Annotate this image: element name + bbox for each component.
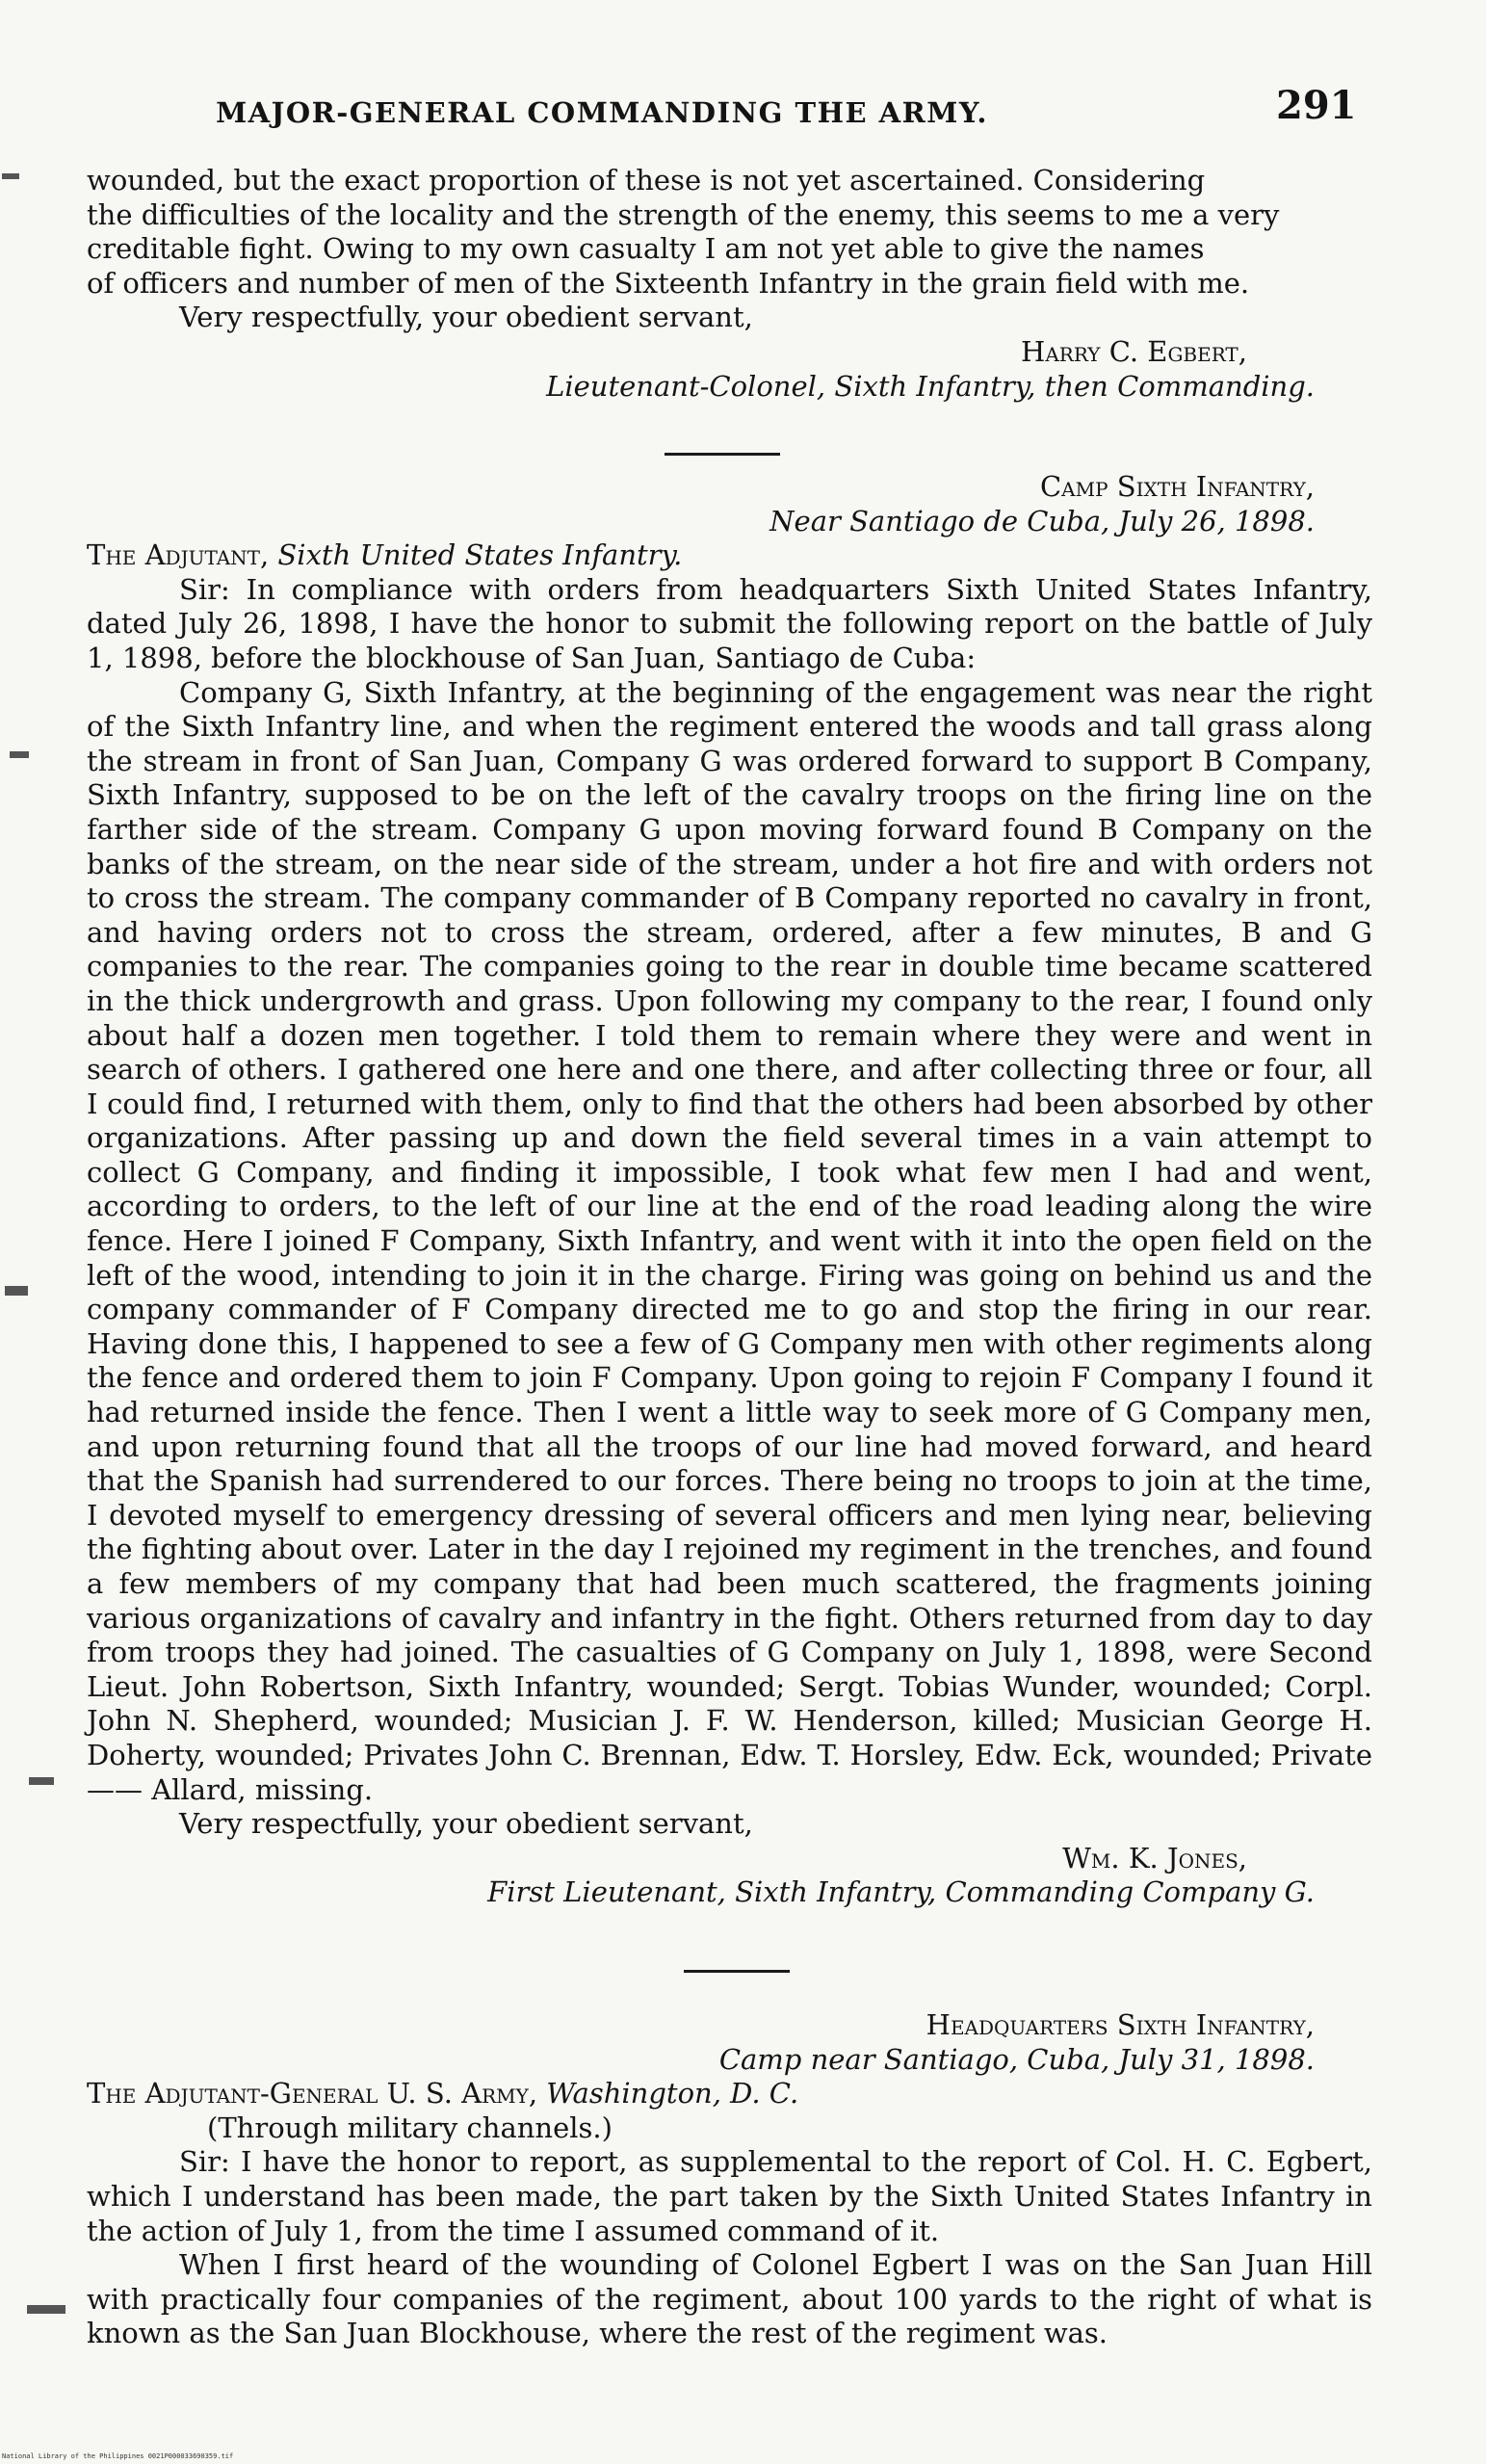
closing: Very respectfully, your obedient servant, — [179, 1807, 753, 1841]
paragraph: When I first heard of the wounding of Colonel Egbert I was on the San Juan Hill with practically four companies of the regiment, about 100 yards to the right of what is known as the San Juan Blockhouse, where the rest of the regiment was. — [87, 2248, 1372, 2350]
section-egbert-report-end — [87, 164, 1372, 404]
text-line: the difficulties of the locality and the strength of the enemy, this seems to me a very — [87, 197, 1280, 231]
report-heading-date: Near Santiago de Cuba, July 26, 1898. — [769, 504, 1315, 537]
section-jones-report — [87, 470, 1372, 1910]
addressee-place: Washington, D. C. — [546, 2077, 799, 2110]
scan-margin-mark — [27, 2305, 65, 2314]
addressee — [87, 538, 1372, 573]
section-divider — [684, 1970, 790, 1973]
section-headquarters-report — [87, 2008, 1372, 2351]
addressee-unit: Sixth United States Infantry. — [277, 538, 683, 572]
channels-note: (Through military channels.) — [207, 2110, 613, 2144]
addressee-name: The Adjutant-General U. S. Army, — [87, 2077, 538, 2110]
paragraph: Sir: In compliance with orders from headquarters Sixth United States Infantry, dated July 26, 1898, I have the honor to submit the following report on the battle of July 1, 1898, before the blockhouse of San Juan, Santiago de Cuba: — [87, 572, 1372, 674]
running-header: MAJOR-GENERAL COMMANDING THE ARMY. — [216, 96, 988, 129]
scan-margin-mark — [10, 751, 29, 758]
signer-name: Wm. K. Jones, — [1062, 1841, 1247, 1874]
report-heading-date: Camp near Santiago, Cuba, July 31, 1898. — [718, 2042, 1315, 2076]
scan-margin-mark — [2, 173, 19, 179]
signer-title: Lieutenant-Colonel, Sixth Infantry, then Commanding. — [546, 369, 1315, 403]
scan-footer: National Library of the Philippines 0021P000033690359.tif — [2, 2452, 234, 2460]
section-divider — [665, 453, 780, 456]
scan-margin-mark — [29, 1777, 54, 1785]
report-heading-place: Camp Sixth Infantry, — [1039, 470, 1315, 503]
paragraph: Company G, Sixth Infantry, at the beginning of the engagement was near the right of the Sixth Infantry line, and when the regiment entered the woods and tall grass along the stream in front of San Juan, Company G was ordered forward to support B Company, Sixth Infantry, supposed to be on the left of the cavalry troops on the firing line on the farther side of the stream. Company G upon moving forward found B Company on the banks of the stream, on the near side of the stream, under a hot fire and with orders not to cross the stream. The company commander of B Company reported no cavalry in front, and having orders not to cross the stream, ordered, after a few minutes, B and G companies to the rear. The companies going to the rear in double time became scattered in the thick undergrowth and grass. Upon following my company to the rear, I found only about half a dozen men together. I told them to remain where they were and went in search of others. I gathered one here and one there, and after collecting three or four, all I could find, I returned with them, only to find that the others had been absorbed by other organizations. After passing up and down the field several times in a vain attempt to collect G Company, and finding it impossible, I took what few men I had and went, according to orders, to the left of our line at the end of the road leading along the wire fence. Here I joined F Company, Sixth Infantry, and went with it into the open field on the left of the wood, intending to join it in the charge. Firing was going on behind us and the company commander of F Company directed me to go and stop the firing in our rear. Having done this, I happened to see a few of G Company men with other regiments along the fence and ordered them to join F Company. Upon going to rejoin F Company I found it had returned inside the fence. Then I went a little way to seek more of G Company men, and upon returning found that all the troops of our line had moved forward, and heard that the Spanish had surrendered to our forces. There being no troops to join at the time, I devoted myself to emergency dressing of several officers and men lying near, believing the fighting about over. Later in the day I rejoined my regiment in the trenches, and found a few members of my company that had been much scattered, the fragments joining various organizations of cavalry and infantry in the fight. Others returned from day to day from troops they had joined. The casualties of G Company on July 1, 1898, were Second Lieut. John Robertson, Sixth Infantry, wounded; Sergt. Tobias Wunder, wounded; Corpl. John N. Shepherd, wounded; Musician J. F. W. Henderson, killed; Musician George H. Doherty, wounded; Privates John C. Brennan, Edw. T. Horsley, Edw. Eck, wounded; Private —— Allard, missing. — [87, 675, 1372, 1806]
addressee — [87, 2077, 1372, 2111]
paragraph: Sir: I have the honor to report, as supplemental to the report of Col. H. C. Egbert, which I understand has been made, the part taken by the Sixth United States Infantry in the action of July 1, from the time I assumed command of it. — [87, 2145, 1372, 2247]
text-line: of officers and number of men of the Sixteenth Infantry in the grain field with me. — [87, 266, 1250, 300]
scan-margin-mark — [5, 1286, 28, 1296]
report-heading-place: Headquarters Sixth Infantry, — [925, 2008, 1315, 2041]
signer-name: Harry C. Egbert, — [1021, 334, 1247, 368]
signer-title: First Lieutenant, Sixth Infantry, Commanding Company G. — [487, 1875, 1315, 1909]
text-line: creditable fight. Owing to my own casualty I am not yet able to give the names — [87, 232, 1205, 266]
addressee-name: The Adjutant, — [87, 538, 270, 572]
closing: Very respectfully, your obedient servant, — [179, 301, 753, 334]
page-number: 291 — [1276, 83, 1357, 128]
text-line: wounded, but the exact proportion of these is not yet ascertained. Considering — [87, 164, 1206, 197]
